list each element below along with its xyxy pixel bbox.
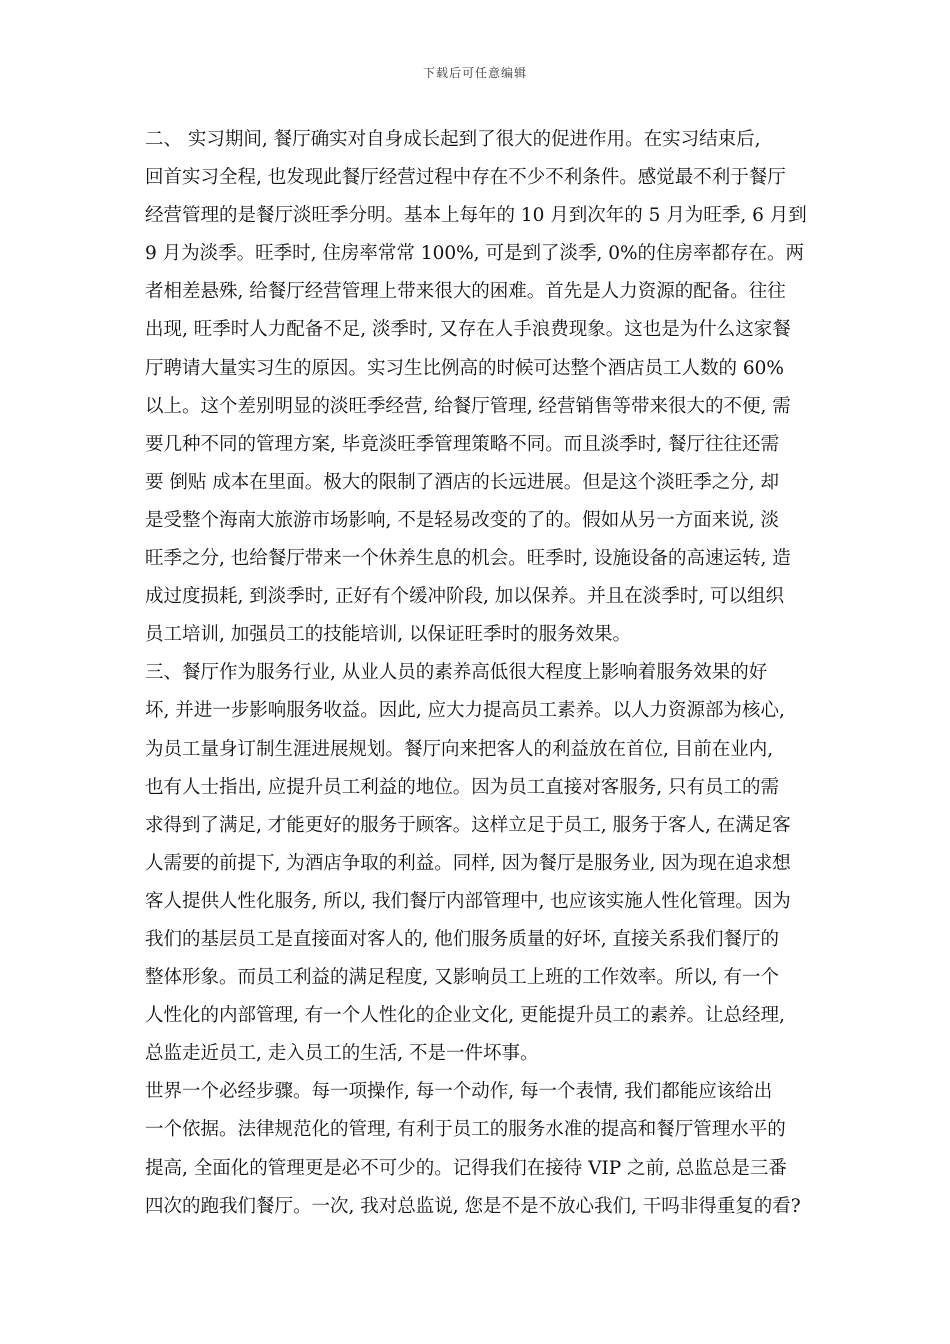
text-line: 整体形象。而员工利益的满足程度, 又影响员工上班的工作效率。所以, 有一个 bbox=[145, 967, 780, 989]
text-line: 也有人士指出, 应提升员工利益的地位。因为员工直接对客服务, 只有员工的需 bbox=[145, 776, 780, 798]
text-line: 以上。这个差别明显的淡旺季经营, 给餐厅管理, 经营销售等带来很大的不便, 需 bbox=[145, 395, 791, 417]
text-line: 客人提供人性化服务, 所以, 我们餐厅内部管理中, 也应该实施人性化管理。因为 bbox=[145, 890, 791, 912]
text-line: 是受整个海南大旅游市场影响, 不是轻易改变的了的。假如从另一方面来说, 淡 bbox=[145, 509, 780, 531]
text-line: 四次的跑我们餐厅。一次, 我对总监说, 您是不是不放心我们, 干吗非得重复的看? bbox=[145, 1195, 801, 1217]
text-line: 要几种不同的管理方案, 毕竟淡旺季管理策略不同。而且淡季时, 餐厅往往还需 bbox=[145, 433, 780, 455]
text-line: 员工培训, 加强员工的技能培训, 以保证旺季时的服务效果。 bbox=[145, 624, 632, 646]
text-line: 人性化的内部管理, 有一个人性化的企业文化, 更能提升员工的素养。让总经理, bbox=[145, 1005, 785, 1027]
text-line: 旺季之分, 也给餐厅带来一个休养生息的机会。旺季时, 设施设备的高速运转, 造 bbox=[145, 548, 791, 570]
text-line: 世界一个必经步骤。每一项操作, 每一个动作, 每一个表情, 我们都能应该给出 bbox=[145, 1081, 773, 1103]
text-line: 为员工量身订制生涯进展规划。餐厅向来把客人的利益放在首位, 目前在业内, bbox=[145, 738, 774, 760]
text-line: 坏, 并进一步影响服务收益。因此, 应大力提高员工素养。以人力资源部为核心, bbox=[145, 700, 785, 722]
text-line: 厅聘请大量实习生的原因。实习生比例高的时候可达整个酒店员工人数的 60% bbox=[145, 357, 785, 379]
text-line: 总监走近员工, 走入员工的生活, 不是一件坏事。 bbox=[145, 1043, 539, 1065]
text-line: 经营管理的是餐厅淡旺季分明。基本上每年的 10 月到次年的 5 月为旺季, 6 月到 bbox=[145, 205, 807, 227]
text-line: 成过度损耗, 到淡季时, 正好有个缓冲阶段, 加以保养。并且在淡季时, 可以组织 bbox=[145, 586, 785, 608]
page-header: 下载后可任意编辑 bbox=[422, 66, 527, 80]
text-line: 我们的基层员工是直接面对客人的, 他们服务质量的好坏, 直接关系我们餐厅的 bbox=[145, 928, 780, 950]
text-line: 要 倒贴 成本在里面。极大的限制了酒店的长远进展。但是这个淡旺季之分, 却 bbox=[145, 471, 780, 493]
text-line: 一个依据。法律规范化的管理, 有利于员工的服务水准的提高和餐厅管理水平的 bbox=[145, 1119, 786, 1141]
text-line: 出现, 旺季时人力配备不足, 淡季时, 又存在人手浪费现象。这也是为什么这家餐 bbox=[145, 319, 791, 341]
text-line: 三、餐厅作为服务行业, 从业人员的素养高低很大程度上影响着服务效果的好 bbox=[145, 662, 768, 684]
text-line: 人需要的前提下, 为酒店争取的利益。同样, 因为餐厅是服务业, 因为现在追求想 bbox=[145, 852, 791, 874]
text-line: 求得到了满足, 才能更好的服务于顾客。这样立足于员工, 服务于客人, 在满足客 bbox=[145, 814, 791, 836]
text-line: 回首实习全程, 也发现此餐厅经营过程中存在不少不利条件。感觉最不利于餐厅 bbox=[145, 167, 786, 189]
document-body bbox=[145, 121, 821, 1226]
text-line: 二、 实习期间, 餐厅确实对自身成长起到了很大的促进作用。在实习结束后, bbox=[145, 129, 761, 150]
text-line: 者相差悬殊, 给餐厅经营管理上带来很大的困难。首先是人力资源的配备。往往 bbox=[145, 281, 786, 303]
text-line: 9 月为淡季。旺季时, 住房率常常 100%, 可是到了淡季, 0%的住房率都存在。两 bbox=[145, 243, 805, 265]
text-line: 提高, 全面化的管理更是必不可少的。记得我们在接待 VIP 之前, 总监总是三番 bbox=[145, 1157, 787, 1179]
